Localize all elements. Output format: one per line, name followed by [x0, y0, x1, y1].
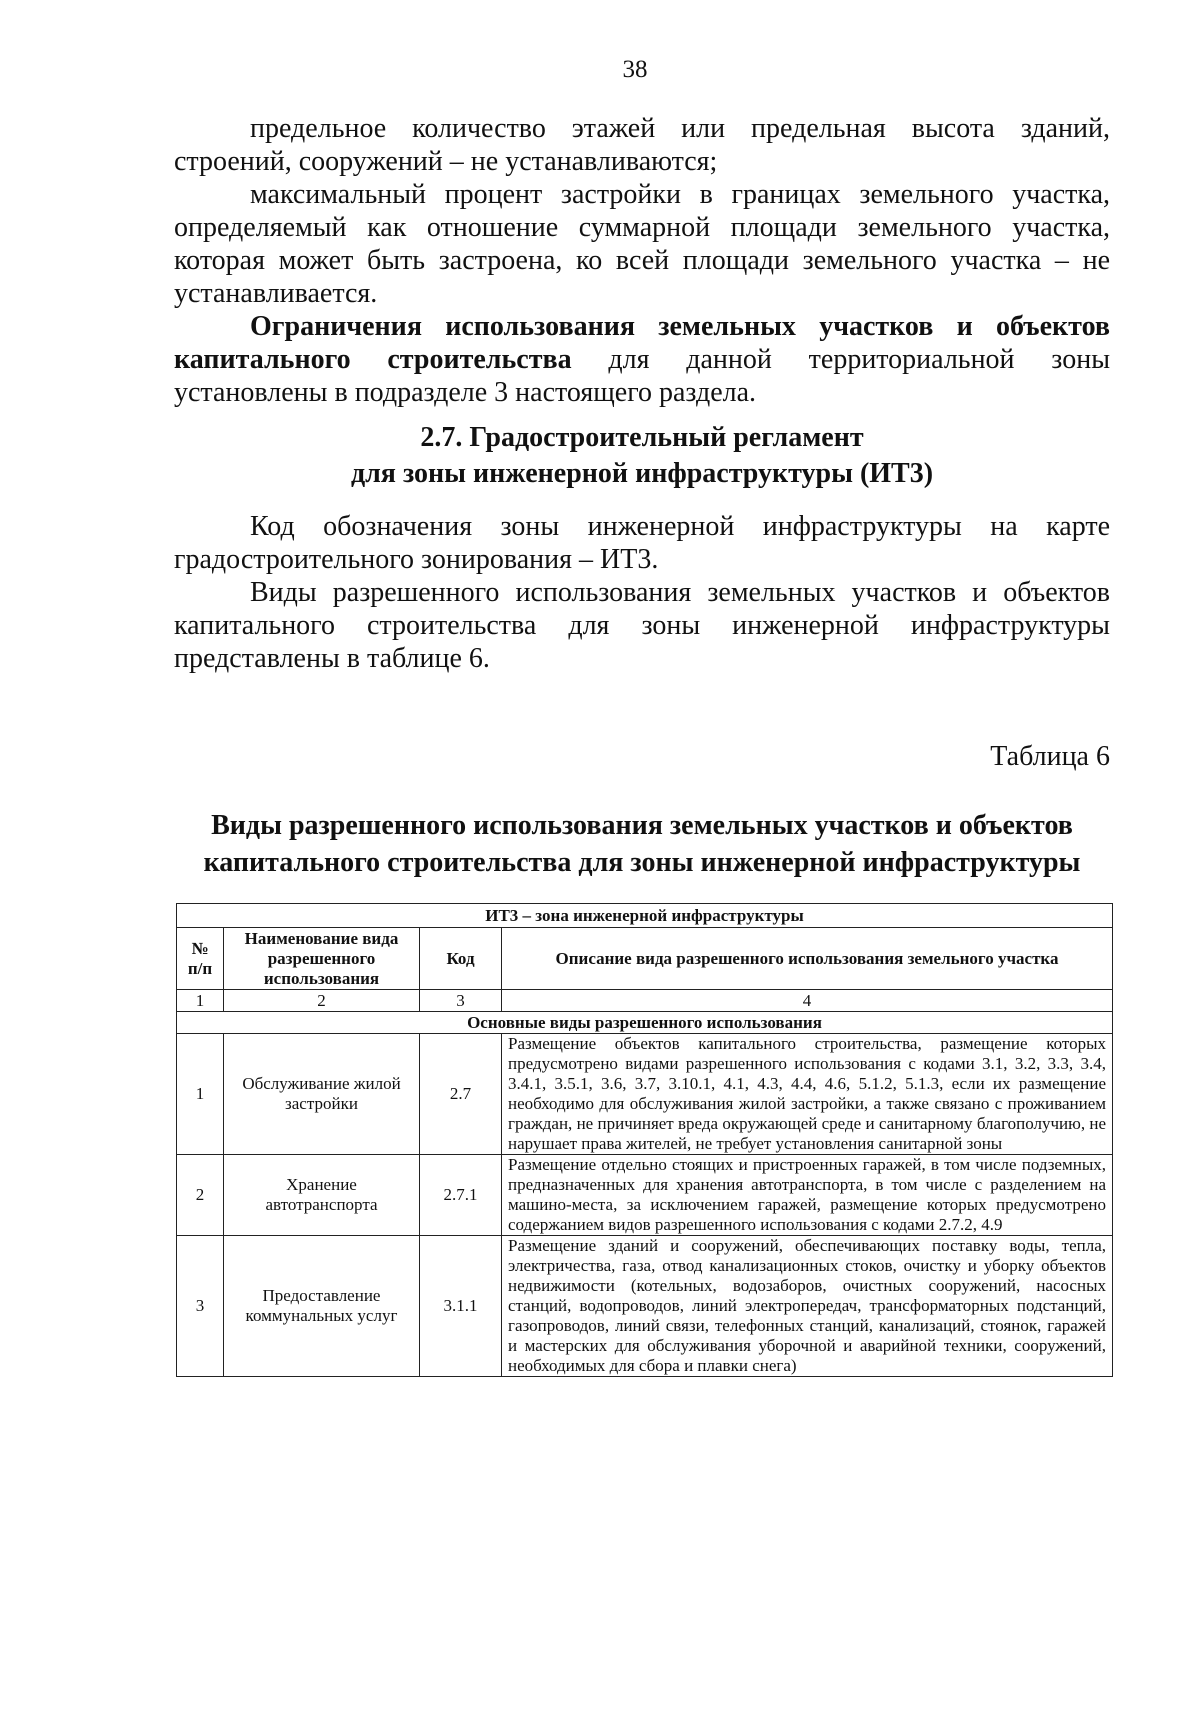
- paragraph-restrictions: [174, 310, 1110, 409]
- table-title-line2: капитального строительства для зоны инженерной инфраструктуры: [203, 847, 1081, 878]
- row-name: Хранение автотранспорта: [224, 1155, 420, 1236]
- zone-header: ИТ3 – зона инженерной инфраструктуры: [177, 904, 1113, 928]
- zone-text: [174, 510, 1110, 675]
- paragraph-build-percent: максимальный процент застройки в границах земельного участка, определяемый как отношение суммарной площади земельного участка, которая может быть застроена, ко всей площади земельного участка – не устанавливается.: [174, 179, 1110, 309]
- paragraph-storeys: предельное количество этажей или предельная высота зданий, строений, сооружений – не устанавливаются;: [174, 113, 1110, 177]
- page-number: 38: [622, 56, 648, 83]
- section-heading-line1: 2.7. Градостроительный регламент: [420, 422, 864, 453]
- row-num: 2: [177, 1155, 224, 1236]
- paragraph-zone-code: Код обозначения зоны инженерной инфраструктуры на карте градостроительного зонирования – ИТ3.: [174, 511, 1110, 575]
- row-num: 3: [177, 1236, 224, 1377]
- restrictions-rest-text: для данной территориальной зоны установлены в подразделе 3 настоящего раздела.: [174, 344, 1111, 408]
- col-number-1: 1: [177, 990, 224, 1012]
- zone-header-row: [177, 904, 1113, 928]
- header-num: № п/п: [177, 928, 224, 990]
- row-name: Предоставление коммунальных услуг: [224, 1236, 420, 1377]
- table-row: [177, 1034, 1113, 1155]
- row-desc: Размещение объектов капитального строительства, размещение которых предусмотрено видами разрешенного использования с кодами 3.1, 3.2, 3.3, 3.4, 3.4.1, 3.5.1, 3.6, 3.7, 3.10.1, 4.1, 4.3, 4.4, 4.6, 5.1.2, 5.1.3, если их размещение необходимо для обслуживания жилой застройки, а также связано с проживанием граждан, не причиняет вреда окружающей среде и санитарному благополучию, не нарушает права жителей, не требует установления санитарной зоны: [502, 1034, 1113, 1155]
- table-row: [177, 1236, 1113, 1377]
- paragraph-table-ref: Виды разрешенного использования земельных участков и объектов капитального строительства для зоны инженерной инфраструктуры представлены в таблице 6.: [174, 577, 1110, 674]
- row-code: 3.1.1: [420, 1236, 502, 1377]
- row-name: Обслуживание жилой застройки: [224, 1034, 420, 1155]
- header-desc: Описание вида разрешенного использования земельного участка: [502, 928, 1113, 990]
- group-label: Основные виды разрешенного использования: [177, 1012, 1113, 1034]
- table-title: [174, 807, 1110, 881]
- section-heading: [174, 420, 1110, 492]
- row-desc: Размещение зданий и сооружений, обеспечивающих поставку воды, тепла, электричества, газа, отвод канализационных стоков, очистку и уборку объектов недвижимости (котельных, водозаборов, очистных сооружений, насосных станций, водопроводов, линий электропередач, трансформаторных подстанций, газопроводов, линий связи, телефонных станций, канализаций, стоянок, гаражей и мастерских для обслуживания уборочной и аварийной техники, сооружений, необходимых для сбора и плавки снега): [502, 1236, 1113, 1377]
- table-row: [177, 1155, 1113, 1236]
- table-caption: Таблица 6: [990, 741, 1110, 772]
- regulation-table: [176, 903, 1113, 1377]
- section-heading-line2: для зоны инженерной инфраструктуры (ИТ3): [350, 458, 934, 489]
- group-row: [177, 1012, 1113, 1034]
- row-num: 1: [177, 1034, 224, 1155]
- header-code: Код: [420, 928, 502, 990]
- row-code: 2.7: [420, 1034, 502, 1155]
- row-desc: Размещение отдельно стоящих и пристроенных гаражей, в том числе подземных, предназначенных для хранения автотранспорта, в том числе с разделением на машино-места, за исключением гаражей, размещение которых предусмотрено содержанием видов разрешенного использования с кодами 2.7.2, 4.9: [502, 1155, 1113, 1236]
- col-number-4: 4: [502, 990, 1113, 1012]
- intro-text: [174, 112, 1110, 409]
- header-name: Наименование вида разрешенного использования: [224, 928, 420, 990]
- column-number-row: [177, 990, 1113, 1012]
- column-header-row: [177, 928, 1113, 990]
- col-number-3: 3: [420, 990, 502, 1012]
- row-code: 2.7.1: [420, 1155, 502, 1236]
- restrictions-bold-text: Ограничения использования земельных участков и объектов капитального строительства: [174, 311, 1110, 375]
- col-number-2: 2: [224, 990, 420, 1012]
- table-title-line1: Виды разрешенного использования земельных участков и объектов: [211, 810, 1073, 841]
